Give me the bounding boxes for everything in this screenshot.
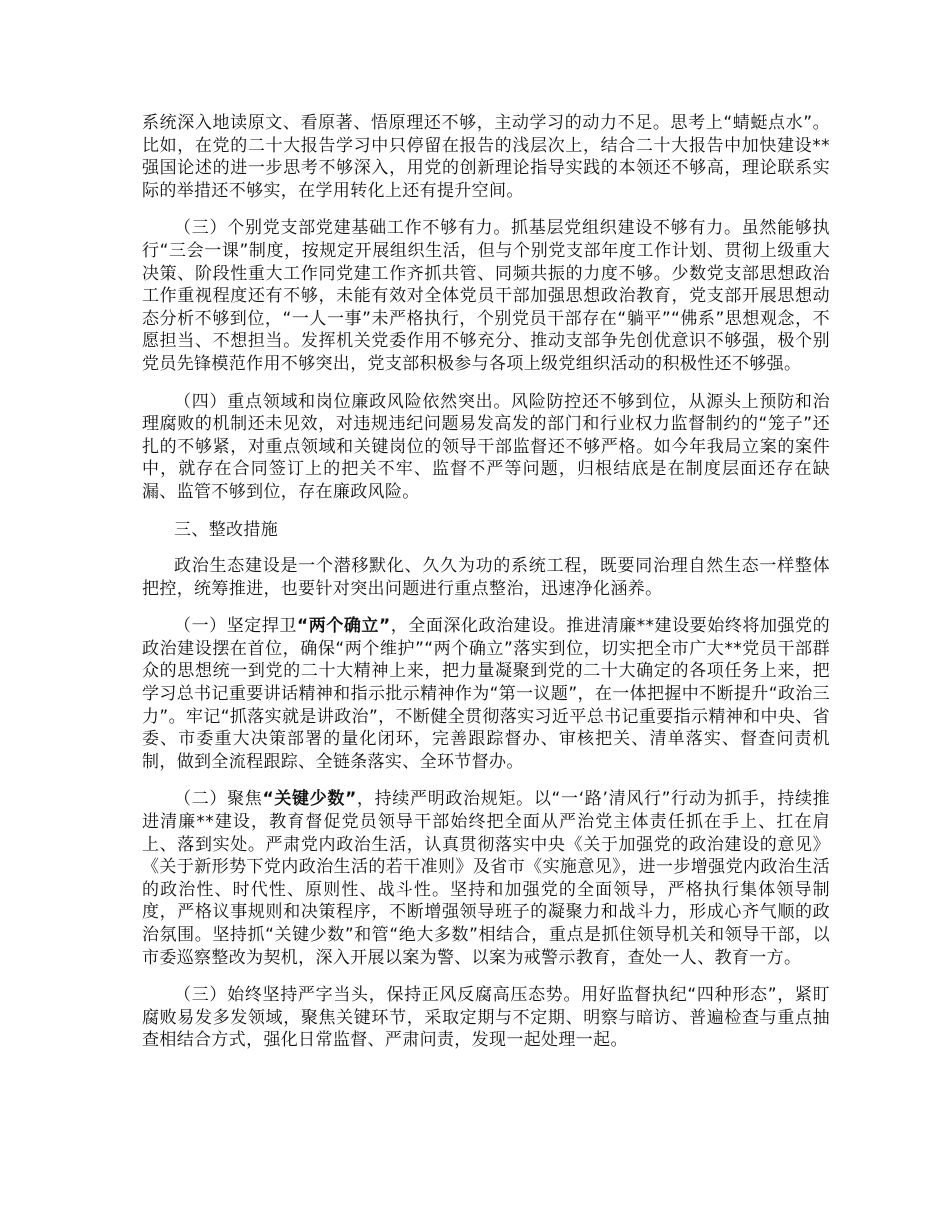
measure-one-prefix: （一）坚定捍卫 [174, 616, 297, 637]
measure-two-prefix: （二）聚焦 [174, 789, 263, 810]
paragraph-integrity-risk: （四）重点领域和岗位廉政风险依然突出。风险防控还不够到位，从源头上预防和治理腐败的机制还未见效，对违规违纪问题易发高发的部门和行业权力监督制约的“笼子”还扎的不够紧，对重点领域和关键岗位的领导干部监督还不够严格。如今年我局立案的案件中，就存在合同签订上的把关不牢、监督不严等问题，归根结底是在制度层面还存在缺漏、监管不够到位，存在廉政风险。 [142, 391, 830, 502]
paragraph-ecology-intro: 政治生态建设是一个潜移默化、久久为功的系统工程，既要同治理自然生态一样整体把控，统筹推进，也要针对突出问题进行重点整治，迅速净化涵养。 [142, 556, 830, 599]
measure-two-emphasis: “关键少数” [262, 789, 357, 810]
paragraph-branch-basics: （三）个别党支部党建基础工作不够有力。抓基层党组织建设不够有力。虽然能够执行“三会一课”制度，按规定开展组织生活，但与个别党支部年度工作计划、贯彻上级重大决策、阶段性重大工作同党建工作齐抓共管、同频共振的力度不够。少数党支部思想政治工作重视程度还有不够，未能有效对全体党员干部加强思想政治教育，党支部开展思想动态分析不够到位，“一人一事”未严格执行，个别党员干部存在“躺平”“佛系”思想观念，不愿担当、不想担当。发挥机关党委作用不够充分、推动支部争先创优意识不够强，极个别党员先锋模范作用不够突出，党支部积极参与各项上级党组织活动的积极性还不够强。 [142, 218, 830, 374]
measure-one-emphasis: “两个确立” [296, 616, 391, 637]
section-heading-rectification: 三、整改措施 [174, 519, 279, 540]
paragraph-study-shortfall: 系统深入地读原文、看原著、悟原理还不够，主动学习的动力不足。思考上“蜻蜓点水”。比如，在党的二十大报告学习中只停留在报告的浅层次上，结合二十大报告中加快建设**强国论述的进一步思考不够深入，用党的创新理论指导实践的本领还不够高，理论联系实际的举措还不够实，在学用转化上还有提升空间。 [142, 113, 830, 201]
measure-one-body: ，全面深化政治建设。推进清廉**建设要始终将加强党的政治建设摆在首位，确保“两个维护”“两个确立”落实到位，切实把全市广大**党员干部群众的思想统一到党的二十大精神上来，把力量凝聚到党的二十大确定的各项任务上来，把学习总书记重要讲话精神和指示批示精神作为“第一议题”，在一体把握中不断提升“政治三力”。牢记“抓落实就是讲政治”，不断健全贯彻落实习近平总书记重要指示精神和中央、省委、市委重大决策部署的量化闭环，完善跟踪督办、审核把关、清单落实、督查问责机制，做到全流程跟踪、全链条落实、全环节督办。 [142, 616, 830, 772]
measure-two-body: ，持续严明政治规矩。以“一‘路’清风行”行动为抓手，持续推进清廉**建设，教育督促党员领导干部始终把全面从严治党主体责任抓在手上、扛在肩上、落到实处。严肃党内政治生活，认真贯彻落实中央《关于加强党的政治建设的意见》《关于新形势下党内政治生活的若干准则》及省市《实施意见》，进一步增强党内政治生活的政治性、时代性、原则性、战斗性。坚持和加强党的全面领导，严格执行集体领导制度，严格议事规则和决策程序，不断增强领导班子的凝聚力和战斗力，形成心齐气顺的政治氛围。坚持抓“关键少数”和管“绝大多数”相结合，重点是抓住领导机关和领导干部，以市委巡察整改为契机，深入开展以案为警、以案为戒警示教育，查处一人、教育一方。 [142, 789, 830, 968]
paragraph-measure-two [142, 788, 830, 969]
paragraph-measure-three: （三）始终坚持严字当头，保持正风反腐高压态势。用好监督执纪“四种形态”，紧盯腐败易发多发领域，聚焦关键环节，采取定期与不定期、明察与暗访、普遍检查与重点抽查相结合方式，强化日常监督、严肃问责，发现一起处理一起。 [142, 985, 830, 1051]
document-page [142, 112, 830, 1067]
paragraph-measure-one [142, 615, 830, 773]
